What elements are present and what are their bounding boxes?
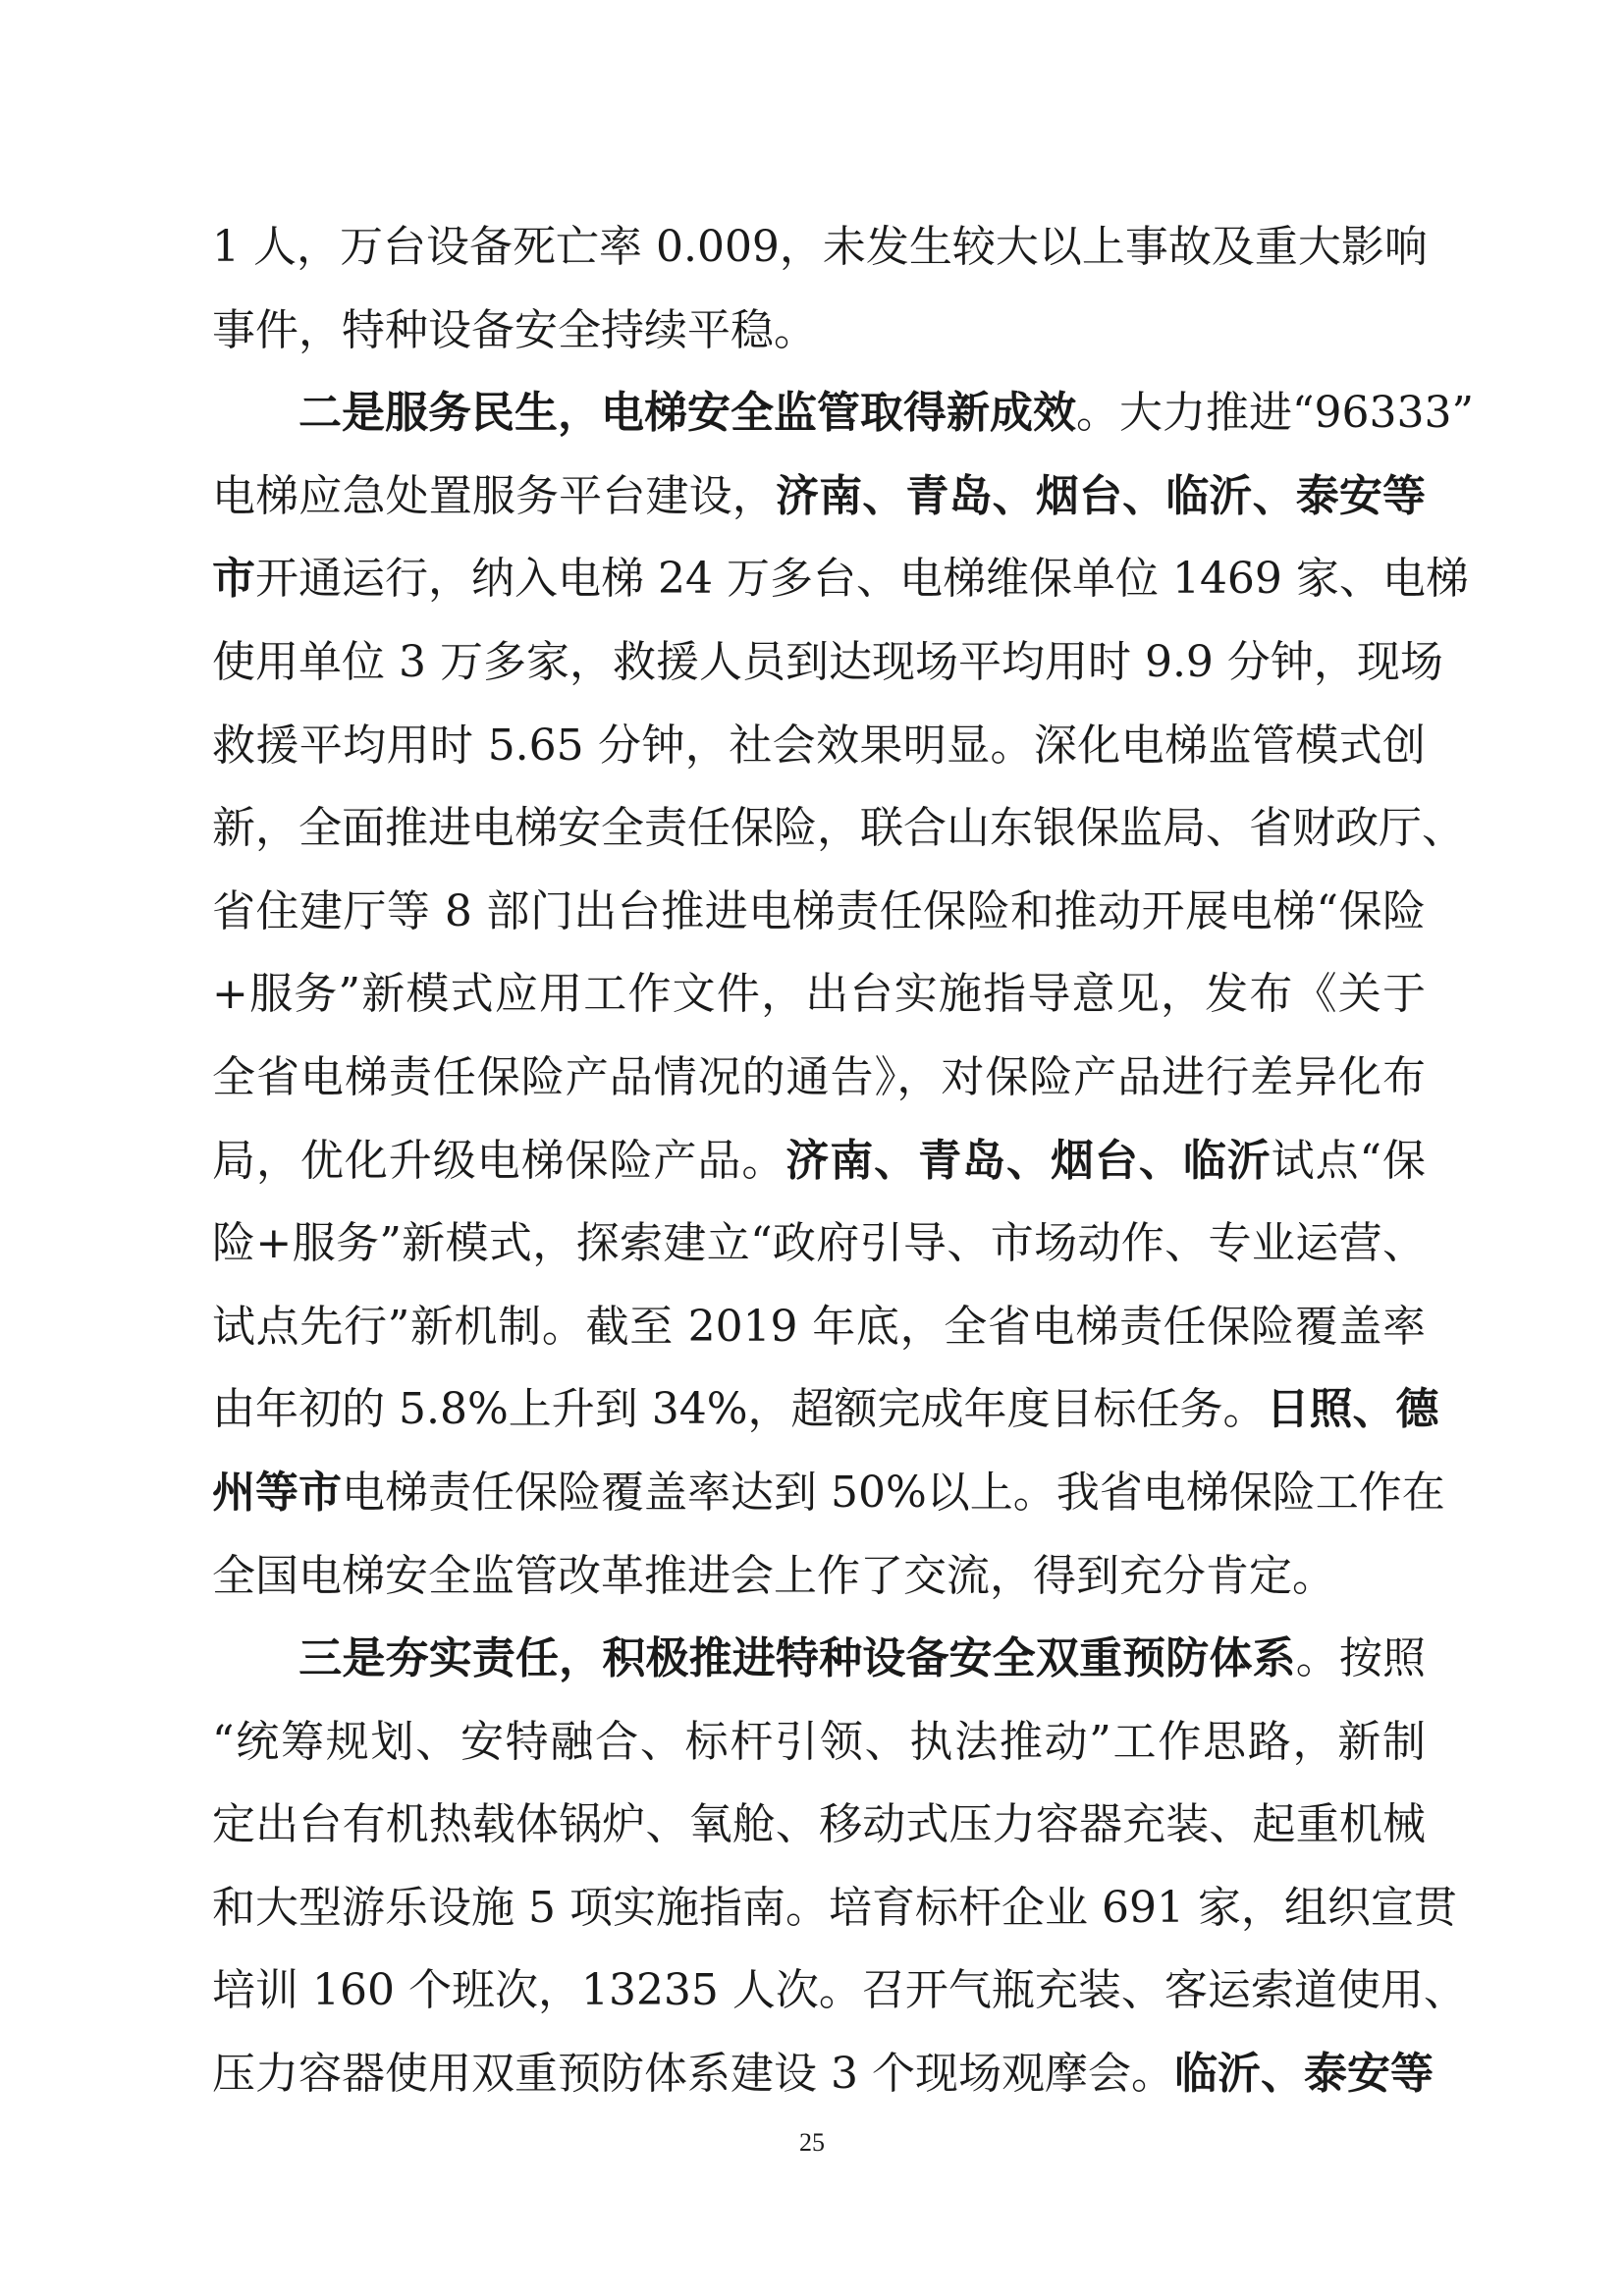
text-line-22: 培训 160 个班次，13235 人次。召开气瓶充装、客运索道使用、 [212, 1965, 1467, 2016]
text-line-10: +服务”新模式应用工作文件，出台实施指导意见，发布《关于 [212, 969, 1426, 1020]
text-line-4: 电梯应急处置服务平台建设，济南、青岛、烟台、临沂、泰安等 [212, 470, 1427, 521]
text-line-2: 事件，特种设备安全持续平稳。 [212, 304, 817, 355]
text-line-7: 救援平均用时 5.65 分钟，社会效果明显。深化电梯监管模式创 [212, 720, 1426, 771]
page-number: 25 [799, 2128, 825, 2157]
text-line-17: 全国电梯安全监管改革推进会上作了交流，得到充分肯定。 [212, 1550, 1335, 1601]
text-line-11: 全省电梯责任保险产品情况的通告》，对保险产品进行差异化布 [212, 1051, 1426, 1102]
text-line-19: “统筹规划、安特融合、标杆引领、执法推动”工作思路，新制 [212, 1716, 1426, 1767]
document-body [212, 206, 1474, 2116]
text-line-18: 三是夯实责任，积极推进特种设备安全双重预防体系。按照 [212, 1633, 1426, 1684]
text-line-1: 1 人，万台设备死亡率 0.009，未发生较大以上事故及重大影响 [212, 222, 1428, 272]
text-line-20: 定出台有机热载体锅炉、氧舱、移动式压力容器充装、起重机械 [212, 1799, 1426, 1850]
text-line-15: 由年初的 5.8%上升到 34%，超额完成年度目标任务。日照、德 [212, 1384, 1439, 1435]
text-line-23: 压力容器使用双重预防体系建设 3 个现场观摩会。临沂、泰安等 [212, 2049, 1434, 2100]
text-line-12: 局，优化升级电梯保险产品。济南、青岛、烟台、临沂试点“保 [212, 1135, 1426, 1186]
text-line-21: 和大型游乐设施 5 项实施指南。培育标杆企业 691 家，组织宣贯 [212, 1882, 1457, 1933]
text-line-9: 省住建厅等 8 部门出台推进电梯责任保险和推动开展电梯“保险 [212, 885, 1426, 936]
text-line-8: 新，全面推进电梯安全责任保险，联合山东银保监局、省财政厅、 [212, 803, 1465, 854]
text-line-14: 试点先行”新机制。截至 2019 年底，全省电梯责任保险覆盖率 [212, 1301, 1426, 1352]
section-heading-2: 二是服务民生，电梯安全监管取得新成效 [212, 388, 1076, 439]
text-line-16: 州等市电梯责任保险覆盖率达到 50%以上。我省电梯保险工作在 [212, 1467, 1445, 1518]
text-line-3: 二是服务民生，电梯安全监管取得新成效。大力推进“96333” [212, 388, 1474, 439]
text-line-13: 险+服务”新模式，探索建立“政府引导、市场动作、专业运营、 [212, 1218, 1426, 1269]
text-line-6: 使用单位 3 万多家，救援人员到达现场平均用时 9.9 分钟，现场 [212, 636, 1443, 687]
text-line-5: 市开通运行，纳入电梯 24 万多台、电梯维保单位 1469 家、电梯 [212, 554, 1469, 605]
section-heading-3: 三是夯实责任，积极推进特种设备安全双重预防体系 [212, 1633, 1296, 1684]
